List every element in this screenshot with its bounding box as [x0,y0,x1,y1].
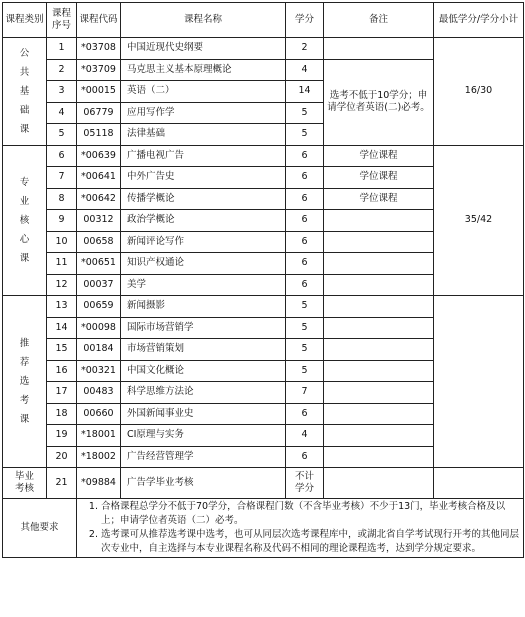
course-code: *00651 [77,253,121,275]
course-credit: 5 [286,339,324,361]
course-credit: 5 [286,102,324,124]
course-credit: 7 [286,382,324,404]
requirements-content [77,499,524,558]
course-name: 中国文化概论 [121,360,286,382]
course-code: 06779 [77,102,121,124]
course-seq: 3 [47,81,77,103]
course-name: 外国新闻事业史 [121,403,286,425]
course-credit: 6 [286,446,324,468]
course-remark: 学位课程 [324,167,434,189]
course-seq: 16 [47,360,77,382]
remark-public: 选考不低于10学分；申请学位者英语(二)必考。 [324,59,434,145]
course-code: *00015 [77,81,121,103]
remark-empty [324,38,434,60]
course-name: 国际市场营销学 [121,317,286,339]
course-credit: 6 [286,210,324,232]
requirements-row [3,499,524,558]
category-elective: 推荐选考课 [3,296,47,468]
course-code: 00658 [77,231,121,253]
course-seq: 10 [47,231,77,253]
graduation-row [3,468,524,499]
course-name: CI原理与实务 [121,425,286,447]
course-name: 美学 [121,274,286,296]
course-code: 00659 [77,296,121,318]
requirement-item: 1. 合格课程总学分不低于70学分，合格课程门数（不含毕业考核）不少于13门，毕业考核合格及以上；申请学位者英语（二）必考。 [101,500,521,528]
course-code: 00660 [77,403,121,425]
course-seq: 17 [47,382,77,404]
course-name: 中外广告史 [121,167,286,189]
course-seq: 11 [47,253,77,275]
table-row [3,38,524,60]
course-seq: 20 [47,446,77,468]
remark-empty [324,296,434,318]
course-credit: 14 [286,81,324,103]
course-remark [324,274,434,296]
course-credit: 5 [286,296,324,318]
min-credit-empty [434,468,524,499]
category-core: 专业核心课 [3,145,47,296]
course-credit: 5 [286,317,324,339]
course-credit: 6 [286,167,324,189]
course-code: *18001 [77,425,121,447]
course-seq: 13 [47,296,77,318]
course-credit: 6 [286,274,324,296]
course-name: 科学思维方法论 [121,382,286,404]
course-seq: 6 [47,145,77,167]
table-row [3,296,524,318]
course-remark: 学位课程 [324,145,434,167]
course-credit: 4 [286,59,324,81]
remark-empty [324,317,434,339]
course-credit: 6 [286,188,324,210]
course-seq: 12 [47,274,77,296]
course-seq: 5 [47,124,77,146]
header-name: 课程名称 [121,3,286,38]
course-name: 马克思主义基本原理概论 [121,59,286,81]
course-code: *00321 [77,360,121,382]
requirements-list [79,500,521,556]
course-code: *00098 [77,317,121,339]
course-credit: 6 [286,403,324,425]
course-name: 政治学概论 [121,210,286,232]
course-name: 法律基础 [121,124,286,146]
course-credit: 6 [286,231,324,253]
course-code: *00642 [77,188,121,210]
course-credit: 2 [286,38,324,60]
course-name: 广告学毕业考核 [121,468,286,499]
course-code: *03709 [77,59,121,81]
course-code: 00037 [77,274,121,296]
course-credit: 6 [286,253,324,275]
course-seq: 15 [47,339,77,361]
course-code: *03708 [77,38,121,60]
course-code: 05118 [77,124,121,146]
course-name: 市场营销策划 [121,339,286,361]
course-credit: 5 [286,360,324,382]
course-credit: 6 [286,145,324,167]
course-seq: 9 [47,210,77,232]
course-code: *00641 [77,167,121,189]
remark-empty [324,446,434,468]
course-code: *09884 [77,468,121,499]
remark-empty [324,403,434,425]
course-code: 00483 [77,382,121,404]
remark-empty [324,339,434,361]
course-seq: 1 [47,38,77,60]
course-name: 英语（二） [121,81,286,103]
course-code: 00312 [77,210,121,232]
min-credit-elective [434,296,524,468]
course-seq: 2 [47,59,77,81]
header-code: 课程代码 [77,3,121,38]
course-remark [324,210,434,232]
course-name: 中国近现代史纲要 [121,38,286,60]
course-credit: 4 [286,425,324,447]
remark-empty [324,382,434,404]
course-code: *18002 [77,446,121,468]
requirement-item: 2. 选考课可从推荐选考课中选考，也可从同层次选考课程库中，或湖北省自学考试现行开考的其他同层次专业中，自主选择与本专业课程名称及代码不相同的理论课程选考，达到学分规定要求。 [101,528,521,556]
course-credit: 不计学分 [286,468,324,499]
course-name: 新闻摄影 [121,296,286,318]
header-seq: 课程序号 [47,3,77,38]
min-credit-public: 16/30 [434,38,524,146]
course-seq: 18 [47,403,77,425]
header-min-credit: 最低学分/学分小计 [434,3,524,38]
course-seq: 7 [47,167,77,189]
requirements-label: 其他要求 [3,499,77,558]
category-public: 公共基础课 [3,38,47,146]
course-seq: 21 [47,468,77,499]
course-name: 新闻评论写作 [121,231,286,253]
header-category: 课程类别 [3,3,47,38]
course-seq: 8 [47,188,77,210]
remark-empty [324,425,434,447]
header-row [3,3,524,38]
course-code: *00639 [77,145,121,167]
category-graduation: 毕业考核 [3,468,47,499]
header-remark: 备注 [324,3,434,38]
header-credit: 学分 [286,3,324,38]
course-seq: 19 [47,425,77,447]
remark-empty [324,468,434,499]
course-remark [324,231,434,253]
course-code: 00184 [77,339,121,361]
course-seq: 14 [47,317,77,339]
course-seq: 4 [47,102,77,124]
remark-empty [324,360,434,382]
course-name: 广告经营管理学 [121,446,286,468]
course-name: 传播学概论 [121,188,286,210]
table-row [3,145,524,167]
course-plan-table [2,2,524,558]
course-name: 广播电视广告 [121,145,286,167]
course-remark [324,253,434,275]
course-remark: 学位课程 [324,188,434,210]
min-credit-core: 35/42 [434,145,524,296]
course-name: 应用写作学 [121,102,286,124]
course-name: 知识产权通论 [121,253,286,275]
course-credit: 5 [286,124,324,146]
